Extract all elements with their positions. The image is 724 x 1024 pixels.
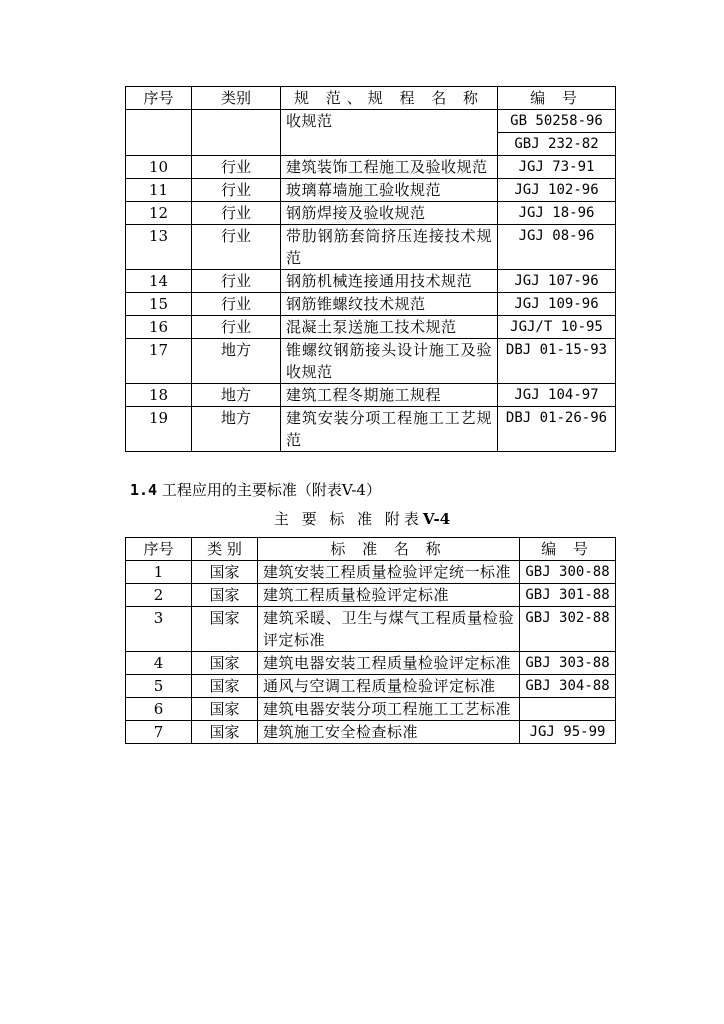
table-row	[126, 675, 616, 698]
cell-name: 建筑电器安装工程质量检验评定标准	[258, 652, 520, 675]
cell-category: 行业	[192, 179, 281, 202]
cell-name: 钢筋焊接及验收规范	[281, 202, 498, 225]
cell-name: 建筑采暖、卫生与煤气工程质量检验评定标准	[258, 607, 520, 652]
cell-seq: 16	[126, 316, 192, 339]
table-caption	[0, 508, 724, 529]
cell-category: 行业	[192, 293, 281, 316]
caption-table-number: V-4	[422, 510, 451, 528]
cell-code: JGJ 107-96	[498, 270, 616, 293]
section-heading	[130, 479, 381, 500]
table-row	[126, 110, 616, 133]
section-number: 1.4	[130, 481, 158, 499]
cell-seq: 10	[126, 156, 192, 179]
header-name: 规 范、规 程 名 称	[281, 87, 498, 110]
table-header-row	[126, 87, 616, 110]
cell-name: 建筑安装分项工程施工工艺规范	[281, 407, 498, 452]
cell-name: 建筑工程质量检验评定标准	[258, 584, 520, 607]
cell-category: 行业	[192, 202, 281, 225]
cell-name: 混凝土泵送施工技术规范	[281, 316, 498, 339]
cell-category: 行业	[192, 225, 281, 270]
header-seq: 序号	[126, 538, 192, 561]
table-row	[126, 202, 616, 225]
cell-category	[192, 110, 281, 156]
cell-seq: 7	[126, 721, 192, 744]
header-code: 编 号	[520, 538, 616, 561]
cell-code: JGJ 104-97	[498, 384, 616, 407]
cell-seq: 15	[126, 293, 192, 316]
cell-seq: 3	[126, 607, 192, 652]
cell-seq: 6	[126, 698, 192, 721]
cell-name: 收规范	[281, 110, 498, 156]
cell-code	[520, 698, 616, 721]
cell-seq: 4	[126, 652, 192, 675]
table-row	[126, 384, 616, 407]
cell-code: GB 50258-96	[498, 110, 616, 133]
section-title: 工程应用的主要标准（附表V-4）	[161, 481, 381, 499]
table-row	[126, 339, 616, 384]
cell-category: 地方	[192, 339, 281, 384]
cell-seq: 2	[126, 584, 192, 607]
cell-seq: 11	[126, 179, 192, 202]
standards-table-1	[125, 86, 616, 452]
table-row	[126, 316, 616, 339]
cell-category: 行业	[192, 270, 281, 293]
cell-name: 建筑电器安装分项工程施工工艺标准	[258, 698, 520, 721]
cell-name: 建筑工程冬期施工规程	[281, 384, 498, 407]
cell-category: 行业	[192, 316, 281, 339]
cell-seq: 5	[126, 675, 192, 698]
cell-code: JGJ 95-99	[520, 721, 616, 744]
header-code: 编 号	[498, 87, 616, 110]
cell-name: 锥螺纹钢筋接头设计施工及验收规范	[281, 339, 498, 384]
header-category: 类别	[192, 87, 281, 110]
cell-category: 国家	[192, 652, 258, 675]
cell-name: 通风与空调工程质量检验评定标准	[258, 675, 520, 698]
table-header-row	[126, 538, 616, 561]
table-row	[126, 225, 616, 270]
cell-name: 钢筋锥螺纹技术规范	[281, 293, 498, 316]
header-seq: 序号	[126, 87, 192, 110]
cell-category: 国家	[192, 698, 258, 721]
cell-category: 国家	[192, 675, 258, 698]
cell-code: JGJ 109-96	[498, 293, 616, 316]
cell-seq: 1	[126, 561, 192, 584]
header-category: 类 别	[192, 538, 258, 561]
cell-name: 建筑安装工程质量检验评定统一标准	[258, 561, 520, 584]
table-row	[126, 179, 616, 202]
cell-seq: 13	[126, 225, 192, 270]
cell-code: GBJ 300-88	[520, 561, 616, 584]
table-row	[126, 270, 616, 293]
table-row	[126, 293, 616, 316]
table-row	[126, 584, 616, 607]
cell-name: 钢筋机械连接通用技术规范	[281, 270, 498, 293]
cell-category: 地方	[192, 384, 281, 407]
table-row	[126, 652, 616, 675]
cell-seq: 17	[126, 339, 192, 384]
cell-code: DBJ 01-26-96	[498, 407, 616, 452]
table-row	[126, 156, 616, 179]
cell-name: 带肋钢筋套筒挤压连接技术规范	[281, 225, 498, 270]
table-row	[126, 607, 616, 652]
cell-category: 国家	[192, 561, 258, 584]
cell-seq: 19	[126, 407, 192, 452]
cell-category: 国家	[192, 584, 258, 607]
cell-name: 建筑施工安全检查标准	[258, 721, 520, 744]
cell-seq: 12	[126, 202, 192, 225]
cell-seq: 18	[126, 384, 192, 407]
header-name: 标 准 名 称	[258, 538, 520, 561]
cell-code: GBJ 303-88	[520, 652, 616, 675]
standards-table-2	[125, 537, 616, 744]
cell-code: JGJ 73-91	[498, 156, 616, 179]
table-row	[126, 698, 616, 721]
cell-code: JGJ 102-96	[498, 179, 616, 202]
cell-seq: 14	[126, 270, 192, 293]
cell-code: JGJ 08-96	[498, 225, 616, 270]
table-row	[126, 561, 616, 584]
table-row	[126, 721, 616, 744]
cell-code: JGJ 18-96	[498, 202, 616, 225]
caption-text: 主 要 标 准 附表	[273, 510, 423, 528]
cell-name: 建筑装饰工程施工及验收规范	[281, 156, 498, 179]
cell-code: JGJ/T 10-95	[498, 316, 616, 339]
cell-code: GBJ 232-82	[498, 133, 616, 156]
cell-category: 国家	[192, 721, 258, 744]
cell-code: GBJ 301-88	[520, 584, 616, 607]
cell-category: 地方	[192, 407, 281, 452]
cell-code: DBJ 01-15-93	[498, 339, 616, 384]
cell-code: GBJ 302-88	[520, 607, 616, 652]
cell-category: 行业	[192, 156, 281, 179]
cell-code: GBJ 304-88	[520, 675, 616, 698]
cell-seq	[126, 110, 192, 156]
cell-category: 国家	[192, 607, 258, 652]
table-row	[126, 407, 616, 452]
cell-name: 玻璃幕墙施工验收规范	[281, 179, 498, 202]
